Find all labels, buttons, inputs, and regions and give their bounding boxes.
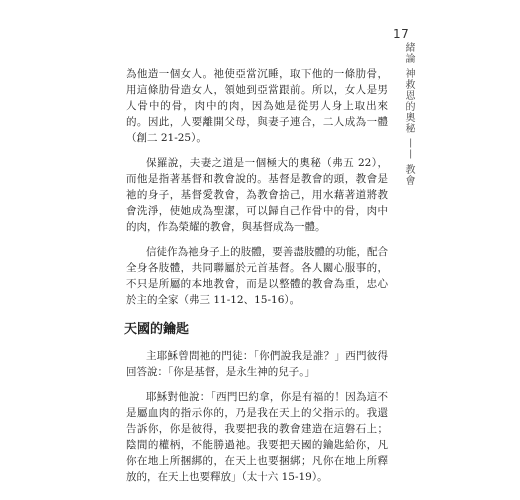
paragraph: 耶穌對他說：「西門巴約拿，你是有福的！因為這不是屬血肉的指示你的，乃是我在天上的父指示的。我還告訴你，你是彼得，我要把我的教會建造在這磐石上；陰間的權柄，不能勝過祂。我要把天國的鑰匙給你，凡你在地上所捆綁的，在天上也要捆綁；凡你在地上所釋放的，在天上也要釋放」（太十六 15-19）。: [126, 391, 388, 483]
paragraph: 為他造一個女人。祂使亞當沉睡，取下他的一條肋骨，用這條肋骨造女人，領她到亞當跟前。所以，女人是男人骨中的骨，肉中的肉，因為她是從男人身上取出來的。因此，人要離開父母，與妻子連合，二人成為一體（創二 21-25）。: [126, 68, 388, 144]
paragraph: 主耶穌曾問祂的門徒：「你們說我是誰？」西門彼得回答說：「你是基督，是永生神的兒子。」: [126, 350, 388, 378]
section-heading: 天國的鑰匙: [124, 322, 190, 337]
page-body: [126, 66, 388, 494]
paragraph: 信徒作為祂身子上的肢體，要善盡肢體的功能，配合全身各肢體，共同聯屬於元首基督。各人關心服事的，不只是所屬的本地教會，而是以整體的教會為重，忠心於主的全家（弗三 11-12、15-16）。: [126, 246, 388, 306]
running-head-title: 緒論 神救恩的奧秘: [403, 42, 414, 135]
paragraph: 保羅說，夫妻之道是一個極大的奧秘（弗五 22），而他是指著基督和教會說的。基督是教會的頭，教會是祂的身子，基督愛教會，為教會捨己，用水藉著道將教會洗淨，使她成為聖潔，可以歸自己作骨中的骨，肉中的肉，作為榮耀的教會，與基督成為一體。: [126, 157, 388, 233]
running-head-chapter: 教會: [403, 164, 414, 187]
running-head: [390, 42, 416, 222]
running-head-separator: ——: [405, 138, 416, 161]
page-number: 17: [393, 27, 410, 41]
